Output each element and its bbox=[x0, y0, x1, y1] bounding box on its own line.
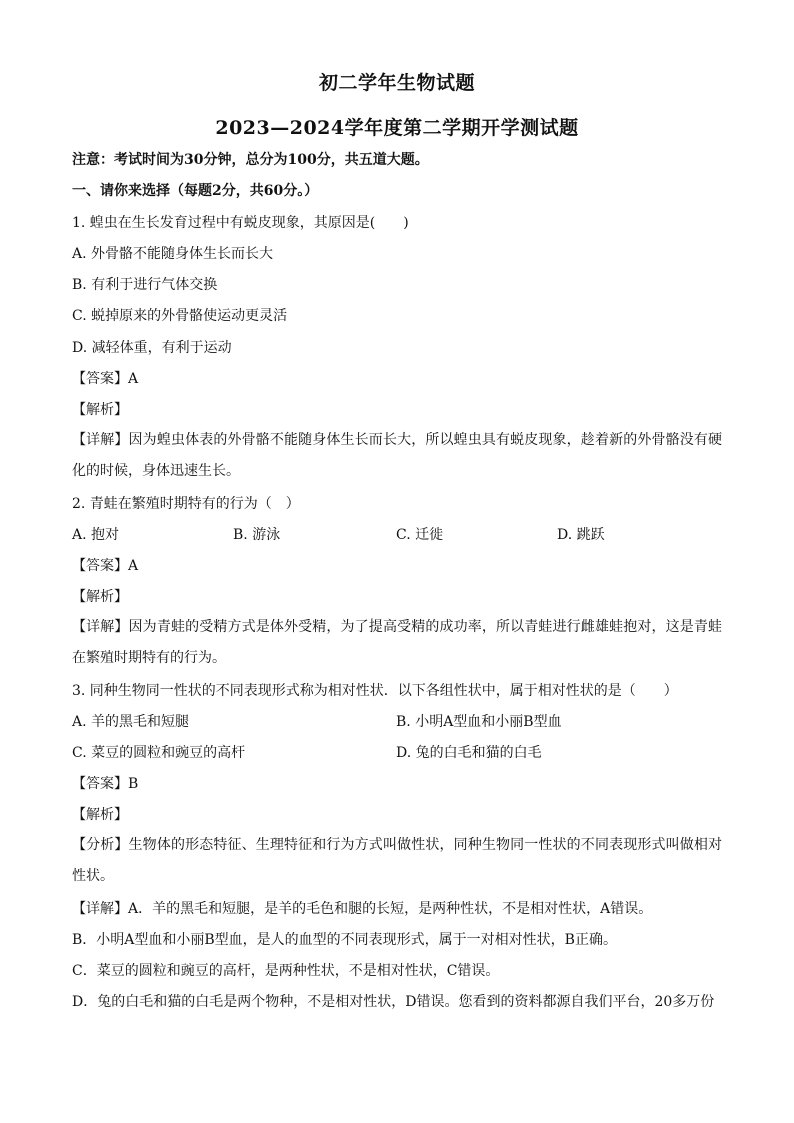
question-3-detail-b: B．小明A型血和小丽B型血，是人的血型的不同表现形式，属于一对相对性状，B正确。 bbox=[72, 932, 617, 948]
question-3-option-b: B. 小明A型血和小丽B型血 bbox=[396, 714, 562, 730]
answer-label: 【答案】 bbox=[72, 558, 128, 574]
question-3-detail-d: D．兔的白毛和猫的白毛是两个物种，不是相对性状，D错误。您看到的资料都源自我们平台，20多万份 bbox=[72, 994, 715, 1010]
question-1-option-c: C. 蜕掉原来的外骨骼使运动更灵活 bbox=[72, 308, 288, 324]
detail-text: A．羊的黑毛和短腿，是羊的毛色和腿的长短，是两种性状，不是相对性状，A错误。 bbox=[128, 901, 653, 917]
exam-title: 初二学年生物试题 bbox=[318, 72, 475, 94]
detail-text: 因为青蛙的受精方式是体外受精，为了提高受精的成功率，所以青蛙进行雌雄蛙抱对，这是青蛙在繁殖时期特有的行为。 bbox=[72, 619, 723, 666]
question-1-detail bbox=[72, 425, 722, 487]
detail-text: 因为蝗虫体表的外骨骼不能随身体生长而长大，所以蝗虫具有蜕皮现象，趁着新的外骨骼没有硬化的时候，身体迅速生长。 bbox=[72, 432, 723, 479]
analysis-text: 生物体的形态特征、生理特征和行为方式叫做性状，同种生物同一性状的不同表现形式叫做相对性状。 bbox=[72, 837, 723, 884]
question-1-answer bbox=[72, 369, 722, 389]
answer-value: A bbox=[128, 371, 139, 387]
question-2-option-b: B. 游泳 bbox=[233, 527, 281, 543]
question-3-option-c: C. 菜豆的圆粒和豌豆的高杆 bbox=[72, 745, 246, 761]
answer-value: A bbox=[128, 558, 139, 574]
question-1-option-b: B. 有利于进行气体交换 bbox=[72, 277, 218, 293]
analysis-label: 【分析】 bbox=[72, 837, 129, 853]
question-3-answer bbox=[72, 774, 722, 794]
question-3-detail-c: C．菜豆的圆粒和豌豆的高杆，是两种性状，不是相对性状，C错误。 bbox=[72, 963, 500, 979]
detail-label: 【详解】 bbox=[72, 619, 129, 635]
question-1-analysis-label: 【解析】 bbox=[72, 402, 128, 418]
question-3-analysis-label: 【解析】 bbox=[72, 807, 128, 823]
question-3-analysis bbox=[72, 830, 722, 892]
question-1-stem: 1. 蝗虫在生长发育过程中有蜕皮现象，其原因是( ) bbox=[72, 215, 409, 231]
question-1-option-d: D. 减轻体重，有利于运动 bbox=[72, 340, 232, 356]
question-3-stem: 3. 同种生物同一性状的不同表现形式称为相对性状．以下各组性状中，属于相对性状的是（ ） bbox=[72, 683, 678, 699]
answer-label: 【答案】 bbox=[72, 371, 128, 387]
detail-label: 【详解】 bbox=[72, 901, 128, 917]
section-heading: 一、请你来选择（每题2分，共60分。） bbox=[72, 183, 319, 199]
question-2-analysis-label: 【解析】 bbox=[72, 589, 128, 605]
question-2-option-c: C. 迁徙 bbox=[396, 527, 444, 543]
answer-value: B bbox=[128, 776, 139, 792]
question-3-option-d: D. 兔的白毛和猫的白毛 bbox=[396, 745, 542, 761]
notice: 注意：考试时间为30分钟，总分为100分，共五道大题。 bbox=[72, 152, 429, 168]
question-2-option-a: A. 抱对 bbox=[72, 527, 120, 543]
question-3-detail-a bbox=[72, 899, 722, 919]
question-2-option-d: D. 跳跃 bbox=[557, 527, 605, 543]
question-2-detail bbox=[72, 612, 722, 674]
exam-subtitle: 2023—2024学年度第二学期开学测试题 bbox=[215, 117, 579, 139]
question-2-answer bbox=[72, 556, 722, 576]
question-3-option-a: A. 羊的黑毛和短腿 bbox=[72, 714, 190, 730]
detail-label: 【详解】 bbox=[72, 432, 129, 448]
question-1-option-a: A. 外骨骼不能随身体生长而长大 bbox=[72, 246, 274, 262]
answer-label: 【答案】 bbox=[72, 776, 128, 792]
question-2-stem: 2. 青蛙在繁殖时期特有的行为（ ） bbox=[72, 496, 300, 512]
